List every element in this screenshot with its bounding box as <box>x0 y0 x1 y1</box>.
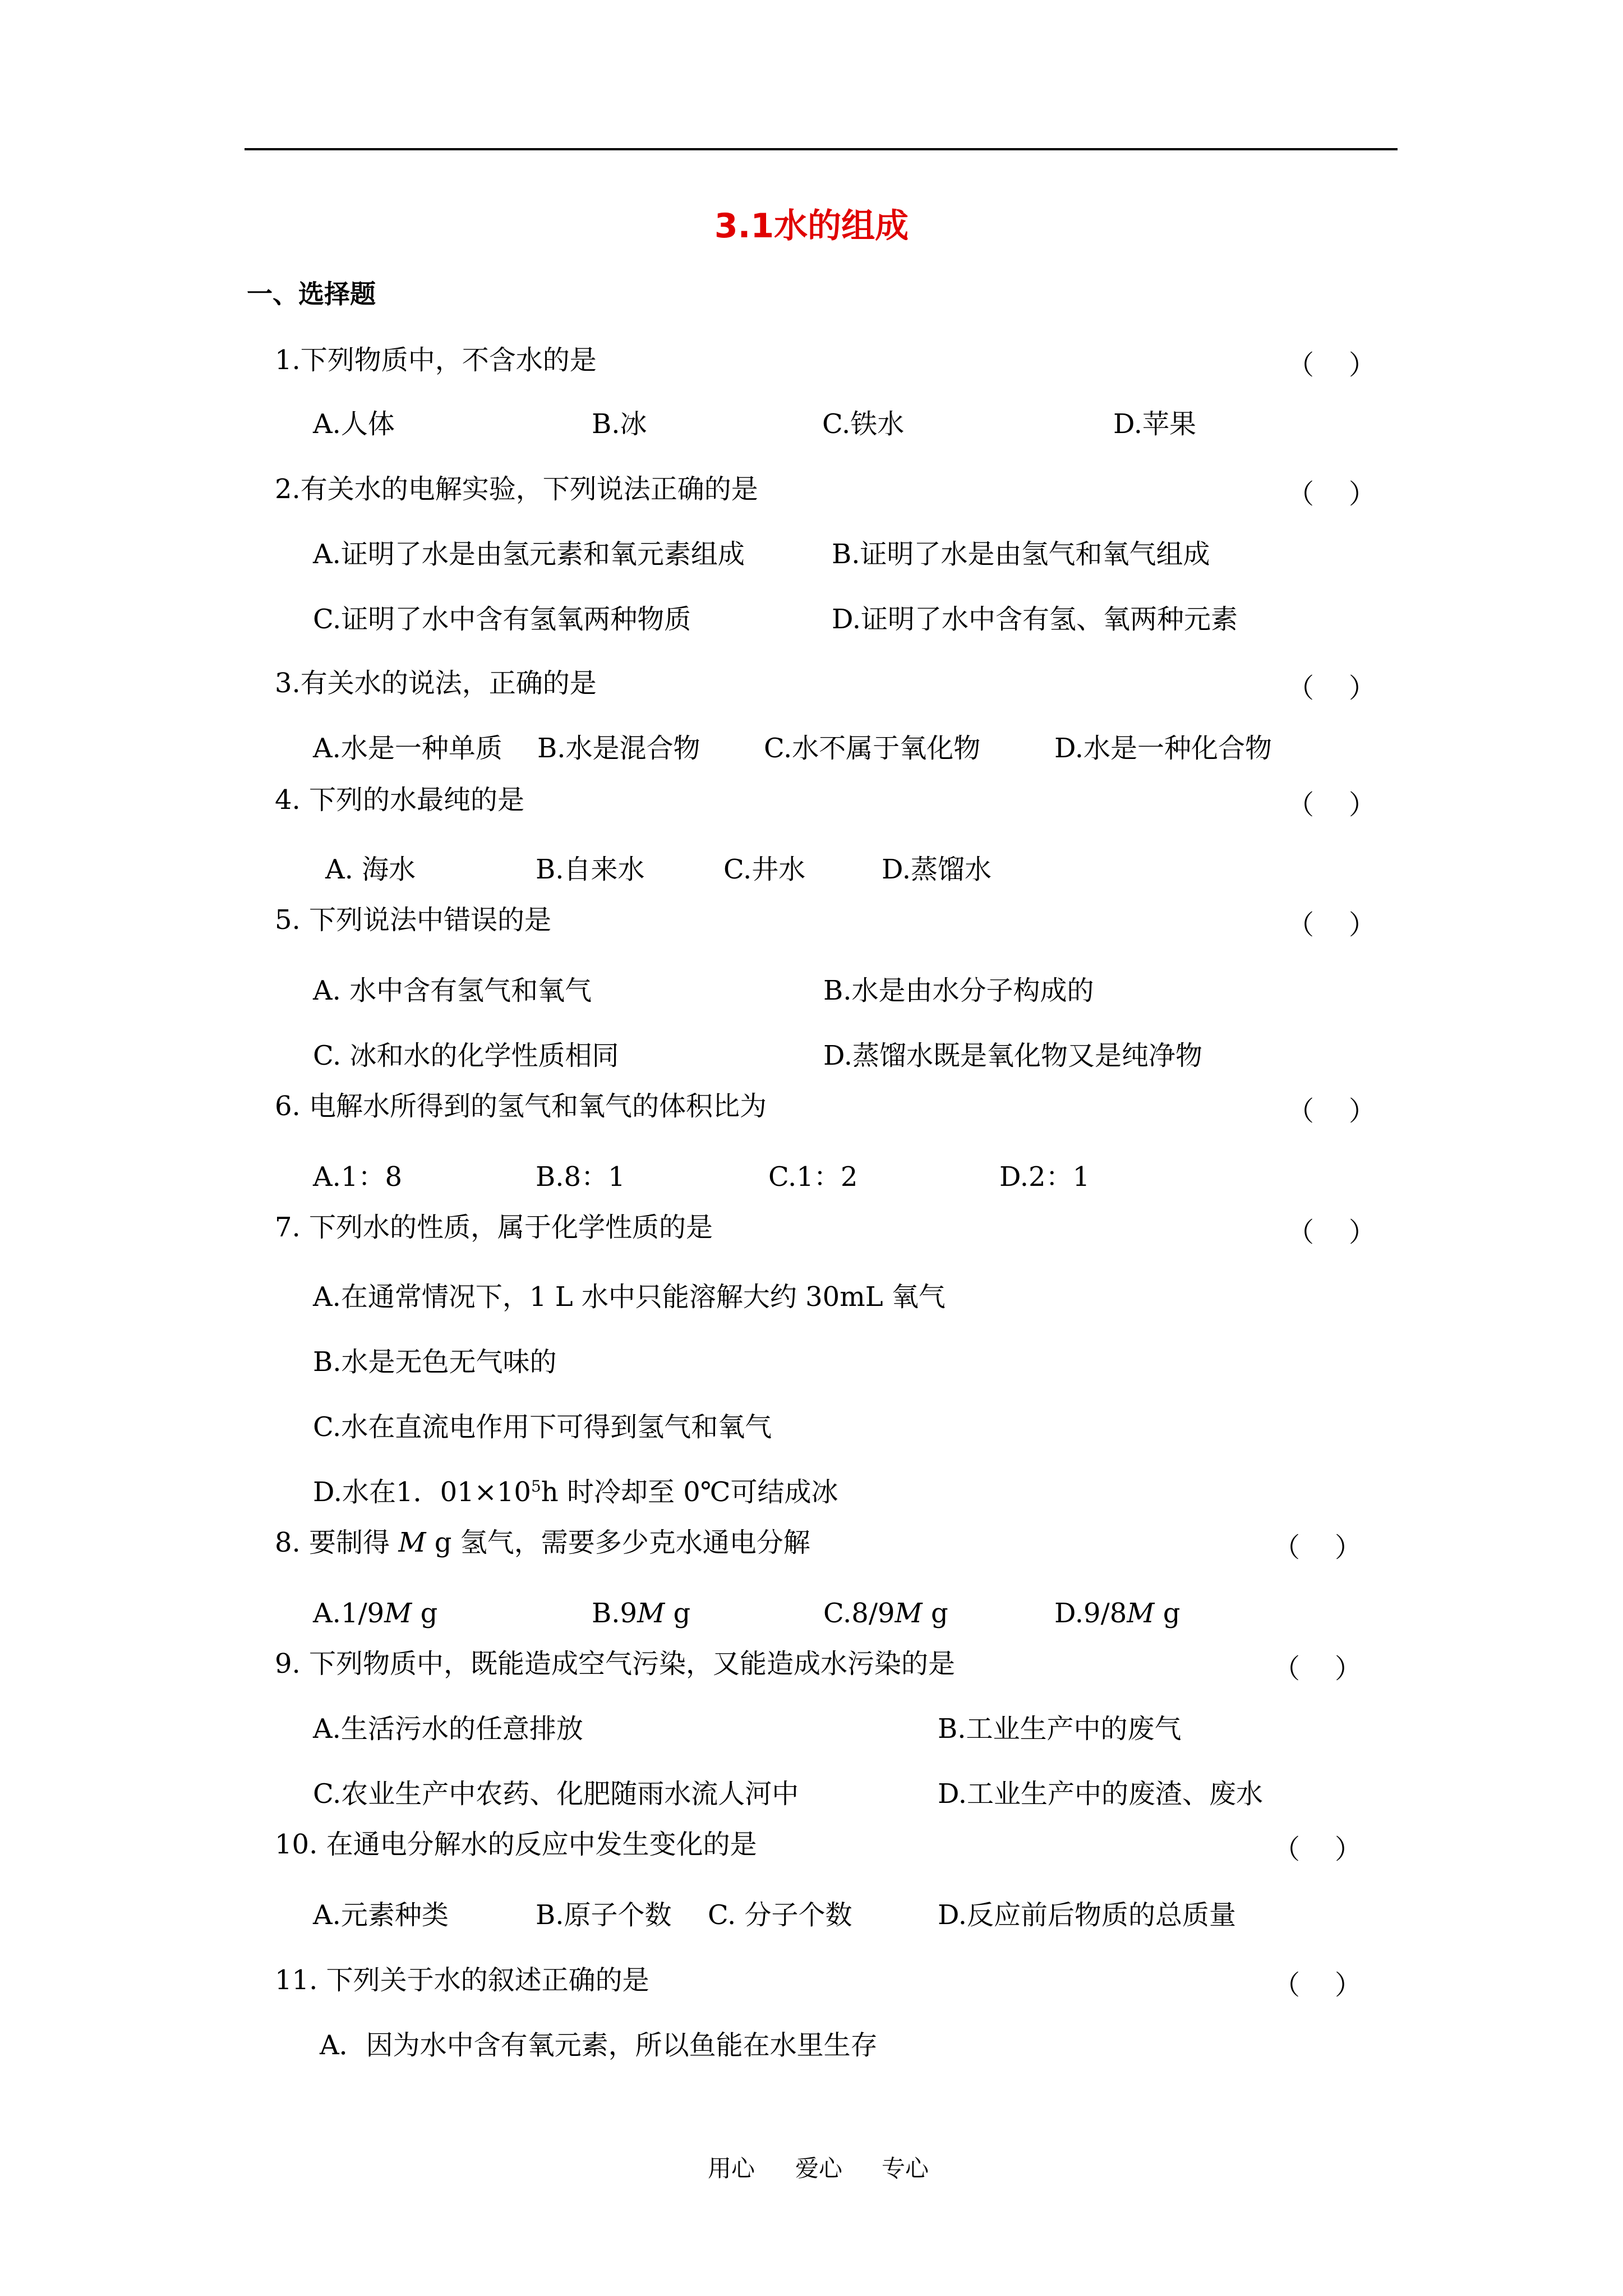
q7-option-c: C.水在直流电作用下可得到氢气和氧气 <box>313 1411 772 1443</box>
question-10-stem: 10. 在通电分解水的反应中发生变化的是 <box>275 1829 757 1860</box>
q10-option-d: D.反应前后物质的总质量 <box>938 1899 1237 1931</box>
q1-option-b: B.冰 <box>592 408 647 440</box>
q2-option-d: D.证明了水中含有氢、氧两种元素 <box>832 604 1238 635</box>
q2-option-a: A.证明了水是由氢元素和氧元素组成 <box>313 539 745 570</box>
question-5-stem: 5. 下列说法中错误的是 <box>275 904 552 936</box>
page-title: 3.1水的组成 <box>714 206 909 246</box>
q5-option-a: A. 水中含有氢气和氧气 <box>313 975 592 1006</box>
q6-option-c: C.1：2 <box>768 1161 858 1193</box>
q1-option-d: D.苹果 <box>1113 408 1197 440</box>
answer-blank-8: （） <box>1273 1532 1397 1563</box>
variable-m: M <box>398 1527 426 1558</box>
footer-word-2: 爱心 <box>795 2155 843 2182</box>
q3-option-d: D.水是一种化合物 <box>1054 733 1272 764</box>
header-rule <box>245 148 1398 150</box>
question-6-stem: 6. 电解水所得到的氢气和氧气的体积比为 <box>275 1091 767 1122</box>
footer-word-3: 专心 <box>882 2155 929 2182</box>
q3-option-c: C.水不属于氧化物 <box>764 733 981 764</box>
answer-blank-2: （） <box>1287 478 1411 510</box>
answer-blank-4: （） <box>1287 789 1411 821</box>
q2-option-b: B.证明了水是由氢气和氧气组成 <box>832 539 1210 570</box>
answer-blank-3: （） <box>1287 673 1411 704</box>
q8-option-a: A.1/9M g <box>313 1598 438 1629</box>
q8-option-d: D.9/8M g <box>1054 1598 1181 1629</box>
answer-blank-11: （） <box>1273 1970 1397 2001</box>
question-1-stem: 1.下列物质中，不含水的是 <box>275 344 597 376</box>
q4-option-c: C.井水 <box>723 854 806 885</box>
q6-option-a: A.1：8 <box>313 1161 403 1193</box>
answer-blank-1: （） <box>1287 349 1411 381</box>
answer-blank-9: （） <box>1273 1653 1397 1685</box>
footer-word-1: 用心 <box>708 2155 755 2182</box>
q6-option-b: B.8：1 <box>536 1161 625 1193</box>
q5-option-b: B.水是由水分子构成的 <box>823 975 1094 1006</box>
q9-option-b: B.工业生产中的废气 <box>938 1713 1182 1745</box>
q7-option-b: B.水是无色无气味的 <box>313 1346 557 1378</box>
exponent: 5 <box>531 1477 541 1496</box>
q6-option-d: D.2：1 <box>999 1161 1090 1193</box>
q8-option-c: C.8/9M g <box>823 1598 948 1629</box>
q3-option-a: A.水是一种单质 <box>313 733 502 764</box>
question-8-stem: 8. 要制得 M g 氢气，需要多少克水通电分解 <box>275 1527 810 1558</box>
q9-option-a: A.生活污水的任意排放 <box>313 1713 583 1745</box>
question-4-stem: 4. 下列的水最纯的是 <box>275 784 525 816</box>
q10-option-b: B.原子个数 <box>536 1899 672 1931</box>
q5-option-d: D.蒸馏水既是氧化物又是纯净物 <box>823 1040 1203 1071</box>
q10-option-a: A.元素种类 <box>313 1899 449 1931</box>
q9-option-d: D.工业生产中的废渣、废水 <box>938 1778 1264 1810</box>
q3-option-b: B.水是混合物 <box>537 733 700 764</box>
q2-option-c: C.证明了水中含有氢氧两种物质 <box>313 604 691 635</box>
question-11-stem: 11. 下列关于水的叙述正确的是 <box>275 1964 649 1996</box>
q4-option-d: D.蒸馏水 <box>882 854 992 885</box>
answer-blank-10: （） <box>1273 1834 1397 1865</box>
q4-option-b: B.自来水 <box>536 854 645 885</box>
q11-option-a: A．因为水中含有氧元素，所以鱼能在水里生存 <box>320 2030 878 2061</box>
q4-option-a: A. 海水 <box>325 854 416 885</box>
q10-option-c: C. 分子个数 <box>708 1899 852 1931</box>
question-7-stem: 7. 下列水的性质，属于化学性质的是 <box>275 1212 713 1243</box>
q5-option-c: C. 冰和水的化学性质相同 <box>313 1040 619 1071</box>
question-9-stem: 9. 下列物质中，既能造成空气污染，又能造成水污染的是 <box>275 1648 956 1680</box>
section-heading: 一、选择题 <box>247 279 376 309</box>
answer-blank-5: （） <box>1287 909 1411 941</box>
q9-option-c: C.农业生产中农药、化肥随雨水流人河中 <box>313 1778 799 1810</box>
question-2-stem: 2.有关水的电解实验，下列说法正确的是 <box>275 473 758 505</box>
answer-blank-7: （） <box>1287 1217 1411 1248</box>
answer-blank-6: （） <box>1287 1096 1411 1127</box>
q7-option-d: D.水在1．$01\times 10^5h$ 时冷却至 0℃可结成冰 <box>313 1476 838 1508</box>
q1-option-a: A.人体 <box>313 408 395 440</box>
q1-option-c: C.铁水 <box>822 408 905 440</box>
q7-option-a: A.在通常情况下，1 L 水中只能溶解大约 30mL 氧气 <box>313 1281 946 1313</box>
question-3-stem: 3.有关水的说法，正确的是 <box>275 668 597 699</box>
q8-option-b: B.9M g <box>592 1598 691 1629</box>
